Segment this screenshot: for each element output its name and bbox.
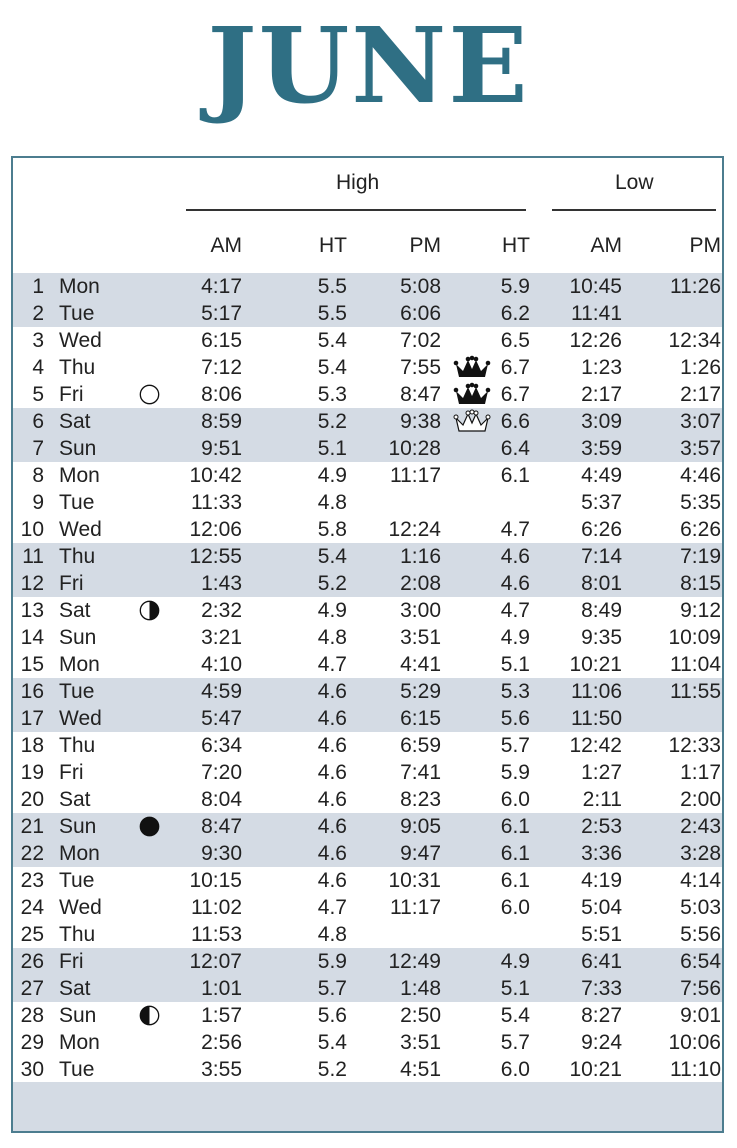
table-row [13,813,724,840]
low-pm-time: 12:33 [668,734,721,757]
day-of-week: Fri [59,761,84,784]
high-am-time: 2:32 [201,599,242,622]
table-row [13,516,724,543]
low-am-time: 12:26 [569,329,622,352]
high-am-height: 4.8 [317,491,347,514]
high-pm-time: 2:50 [400,1004,441,1027]
high-pm-height: 5.6 [500,707,530,730]
high-pm-height: 6.1 [500,869,530,892]
high-pm-height: 6.6 [500,410,530,433]
day-number: 8 [32,464,44,487]
day-number: 6 [32,410,44,433]
high-pm-height: 6.2 [500,302,530,325]
table-row [13,273,724,300]
high-am-time: 4:10 [201,653,242,676]
high-pm-time: 5:29 [400,680,441,703]
day-number: 23 [20,869,44,892]
table-row [13,435,724,462]
low-am-time: 11:06 [571,680,622,703]
low-am-time: 1:23 [581,356,622,379]
high-am-time: 11:33 [191,491,242,514]
day-of-week: Wed [59,329,102,352]
low-pm-time: 5:35 [680,491,721,514]
day-number: 27 [20,977,44,1000]
low-pm-time: 12:34 [668,329,721,352]
day-number: 15 [20,653,44,676]
high-am-time: 8:59 [201,410,242,433]
high-pm-height: 4.6 [500,572,530,595]
day-of-week: Thu [59,356,96,379]
last-quarter-moon-icon [139,600,160,621]
high-pm-time: 12:49 [388,950,441,973]
high-am-height: 4.9 [317,599,347,622]
table-row [13,300,724,327]
low-pm-time: 3:07 [680,410,721,433]
day-number: 19 [20,761,44,784]
low-am-time: 8:01 [581,572,622,595]
table-row [13,597,724,624]
high-pm-time: 5:08 [400,275,441,298]
high-pm-height: 5.7 [500,1031,530,1054]
high-pm-time: 12:24 [388,518,441,541]
day-of-week: Tue [59,869,95,892]
high-am-height: 4.8 [317,626,347,649]
table-row [13,678,724,705]
low-am-time: 10:45 [569,275,622,298]
high-pm-height: 5.1 [500,977,530,1000]
low-am-time: 6:41 [581,950,622,973]
day-number: 5 [32,383,44,406]
high-pm-time: 4:41 [400,653,441,676]
day-of-week: Fri [59,572,84,595]
day-of-week: Fri [59,383,84,406]
day-number: 26 [20,950,44,973]
low-pm-time: 5:56 [680,923,721,946]
col-header-high-am: AM [210,234,242,257]
high-am-height: 4.9 [317,464,347,487]
high-pm-time: 4:51 [400,1058,441,1081]
day-number: 30 [20,1058,44,1081]
high-pm-time: 10:28 [388,437,441,460]
low-am-time: 5:51 [581,923,622,946]
low-pm-time: 10:09 [668,626,721,649]
day-number: 25 [20,923,44,946]
low-am-time: 10:21 [569,1058,622,1081]
high-am-height: 4.6 [317,788,347,811]
high-pm-time: 6:06 [400,302,441,325]
low-am-time: 4:19 [581,869,622,892]
high-am-height: 4.6 [317,815,347,838]
day-number: 21 [20,815,44,838]
high-pm-height: 5.3 [500,680,530,703]
table-row [13,948,724,975]
low-am-time: 7:14 [581,545,622,568]
high-am-height: 4.6 [317,761,347,784]
high-am-height: 4.8 [317,923,347,946]
high-am-time: 6:34 [201,734,242,757]
high-pm-time: 9:47 [400,842,441,865]
low-pm-time: 8:15 [680,572,721,595]
day-number: 22 [20,842,44,865]
day-number: 10 [20,518,44,541]
day-of-week: Sat [59,788,91,811]
day-of-week: Sun [59,626,97,649]
day-of-week: Tue [59,302,95,325]
day-number: 16 [20,680,44,703]
high-pm-height: 4.6 [500,545,530,568]
low-am-time: 9:35 [581,626,622,649]
table-row [13,327,724,354]
low-pm-time: 1:26 [680,356,721,379]
high-pm-height: 5.9 [500,275,530,298]
high-pm-time: 11:17 [390,464,441,487]
high-pm-height: 6.0 [500,788,530,811]
high-am-time: 9:51 [201,437,242,460]
high-pm-time: 8:23 [400,788,441,811]
low-pm-time: 9:01 [680,1004,721,1027]
day-number: 11 [22,545,44,568]
low-pm-time: 3:28 [680,842,721,865]
high-am-height: 4.6 [317,680,347,703]
high-am-height: 4.6 [317,734,347,757]
high-am-time: 8:06 [201,383,242,406]
high-am-height: 5.9 [317,950,347,973]
high-pm-height: 6.1 [500,815,530,838]
day-number: 20 [20,788,44,811]
high-pm-height: 5.4 [500,1004,530,1027]
table-row [13,624,724,651]
high-am-height: 4.7 [317,896,347,919]
low-am-time: 10:21 [569,653,622,676]
day-number: 18 [20,734,44,757]
table-row [13,732,724,759]
day-of-week: Sun [59,437,97,460]
high-pm-time: 3:51 [400,1031,441,1054]
high-am-height: 5.7 [317,977,347,1000]
low-am-time: 11:50 [571,707,622,730]
table-row [13,975,724,1002]
low-am-time: 3:09 [581,410,622,433]
high-am-time: 12:07 [189,950,242,973]
low-pm-time: 11:55 [670,680,721,703]
col-header-high-pm-ht: HT [502,234,530,257]
low-pm-time: 2:00 [680,788,721,811]
low-am-time: 5:04 [581,896,622,919]
high-pm-time: 1:16 [400,545,441,568]
low-am-time: 6:26 [581,518,622,541]
low-am-time: 1:27 [581,761,622,784]
high-pm-height: 4.7 [500,518,530,541]
low-am-time: 8:27 [581,1004,622,1027]
low-am-time: 3:59 [581,437,622,460]
day-of-week: Sat [59,977,91,1000]
high-pm-height: 6.1 [500,464,530,487]
high-pm-time: 3:51 [400,626,441,649]
low-pm-time: 9:12 [680,599,721,622]
low-divider [552,209,716,211]
table-row [13,1029,724,1056]
full-moon-icon [139,384,160,405]
high-am-height: 4.6 [317,842,347,865]
high-am-time: 1:57 [201,1004,242,1027]
low-pm-time: 5:03 [680,896,721,919]
table-row [13,705,724,732]
day-of-week: Sat [59,410,91,433]
low-pm-time: 4:14 [680,869,721,892]
low-am-time: 8:49 [581,599,622,622]
high-pm-height: 4.9 [500,626,530,649]
high-am-time: 11:53 [191,923,242,946]
table-row [13,543,724,570]
day-of-week: Sat [59,599,91,622]
day-of-week: Sun [59,815,97,838]
low-am-time: 2:17 [581,383,622,406]
day-number: 17 [20,707,44,730]
high-am-time: 3:21 [201,626,242,649]
high-pm-height: 5.1 [500,653,530,676]
low-pm-time: 6:26 [680,518,721,541]
crown-filled-icon [452,382,492,407]
crown-filled-icon [452,355,492,380]
table-row [13,381,724,408]
high-am-time: 7:20 [201,761,242,784]
low-am-time: 7:33 [581,977,622,1000]
high-am-time: 8:47 [201,815,242,838]
high-am-height: 5.2 [317,572,347,595]
high-am-height: 5.5 [317,275,347,298]
col-header-low-pm: PM [689,234,721,257]
day-of-week: Tue [59,1058,95,1081]
high-am-height: 5.2 [317,1058,347,1081]
high-am-time: 1:01 [201,977,242,1000]
high-am-height: 4.6 [317,869,347,892]
first-quarter-moon-icon [139,1005,160,1026]
low-pm-time: 2:17 [680,383,721,406]
day-of-week: Mon [59,842,100,865]
page-title: JUNE [207,4,530,127]
col-header-high-am-ht: HT [319,234,347,257]
high-am-height: 4.7 [317,653,347,676]
table-row [13,867,724,894]
day-number: 7 [32,437,44,460]
low-pm-time: 6:54 [680,950,721,973]
high-am-time: 12:55 [189,545,242,568]
col-header-high-pm: PM [409,234,441,257]
low-am-time: 2:11 [582,788,622,811]
day-of-week: Mon [59,275,100,298]
high-am-time: 5:17 [201,302,242,325]
table-row [13,489,724,516]
day-of-week: Mon [59,1031,100,1054]
day-of-week: Thu [59,545,96,568]
low-am-time: 5:37 [581,491,622,514]
high-am-height: 5.1 [317,437,347,460]
table-row [13,1002,724,1029]
high-pm-time: 3:00 [400,599,441,622]
high-am-height: 5.6 [317,1004,347,1027]
low-pm-time: 2:43 [680,815,721,838]
table-row [13,894,724,921]
day-of-week: Mon [59,653,100,676]
high-pm-height: 6.0 [500,1058,530,1081]
table-row [13,570,724,597]
table-row [13,651,724,678]
day-number: 4 [32,356,44,379]
high-pm-time: 6:59 [400,734,441,757]
high-am-time: 3:55 [201,1058,242,1081]
crown-outline-icon [452,409,492,434]
day-number: 12 [20,572,44,595]
day-number: 3 [32,329,44,352]
low-pm-time: 4:46 [680,464,721,487]
day-number: 9 [32,491,44,514]
high-am-height: 5.4 [317,1031,347,1054]
day-number: 13 [20,599,44,622]
day-of-week: Sun [59,1004,97,1027]
day-number: 28 [20,1004,44,1027]
low-pm-time: 11:04 [670,653,721,676]
high-am-height: 5.4 [317,329,347,352]
table-row [13,786,724,813]
table-row [13,840,724,867]
low-am-time: 4:49 [581,464,622,487]
high-pm-time: 7:55 [400,356,441,379]
low-header: Low [615,171,654,194]
low-am-time: 9:24 [581,1031,622,1054]
day-number: 24 [20,896,44,919]
low-pm-time: 11:10 [670,1058,721,1081]
table-row [13,462,724,489]
low-pm-time: 7:56 [680,977,721,1000]
low-am-time: 3:36 [581,842,622,865]
day-of-week: Wed [59,896,102,919]
high-pm-height: 6.1 [500,842,530,865]
high-pm-time: 1:48 [400,977,441,1000]
high-pm-height: 4.9 [500,950,530,973]
day-of-week: Thu [59,923,96,946]
high-divider [186,209,526,211]
low-pm-time: 11:26 [670,275,721,298]
high-pm-height: 6.5 [500,329,530,352]
table-row [13,759,724,786]
low-pm-time: 1:17 [680,761,721,784]
day-of-week: Tue [59,680,95,703]
high-am-height: 5.3 [317,383,347,406]
high-am-time: 7:12 [201,356,242,379]
high-pm-time: 6:15 [400,707,441,730]
high-pm-time: 2:08 [400,572,441,595]
day-of-week: Wed [59,518,102,541]
high-am-time: 10:42 [189,464,242,487]
high-pm-height: 6.4 [500,437,530,460]
high-pm-height: 5.9 [500,761,530,784]
high-pm-height: 4.7 [500,599,530,622]
high-pm-height: 6.7 [500,356,530,379]
high-pm-time: 8:47 [400,383,441,406]
high-am-time: 4:17 [201,275,242,298]
high-am-height: 5.2 [317,410,347,433]
table-row [13,921,724,948]
low-pm-time: 7:19 [680,545,721,568]
table-row [13,1056,724,1083]
high-header: High [336,171,380,194]
low-pm-time: 3:57 [680,437,721,460]
high-am-time: 11:02 [191,896,242,919]
day-number: 2 [32,302,44,325]
table-row [13,408,724,435]
high-am-time: 6:15 [201,329,242,352]
col-header-low-am: AM [590,234,622,257]
high-pm-height: 5.7 [500,734,530,757]
high-am-time: 12:06 [189,518,242,541]
high-am-height: 4.6 [317,707,347,730]
high-pm-time: 7:02 [400,329,441,352]
high-pm-height: 6.7 [500,383,530,406]
high-am-time: 10:15 [189,869,242,892]
high-pm-height: 6.0 [500,896,530,919]
day-number: 29 [20,1031,44,1054]
high-am-time: 4:59 [201,680,242,703]
day-number: 1 [32,275,44,298]
high-am-height: 5.8 [317,518,347,541]
high-am-time: 5:47 [201,707,242,730]
high-am-time: 9:30 [201,842,242,865]
high-pm-time: 9:38 [400,410,441,433]
high-pm-time: 11:17 [390,896,441,919]
low-am-time: 12:42 [569,734,622,757]
day-of-week: Wed [59,707,102,730]
high-pm-time: 10:31 [388,869,441,892]
new-moon-icon [139,816,160,837]
day-of-week: Mon [59,464,100,487]
high-pm-time: 7:41 [400,761,441,784]
high-am-height: 5.5 [317,302,347,325]
low-am-time: 11:41 [571,302,622,325]
high-am-time: 8:04 [201,788,242,811]
high-am-time: 1:43 [201,572,242,595]
high-am-height: 5.4 [317,356,347,379]
day-of-week: Tue [59,491,95,514]
day-of-week: Fri [59,950,84,973]
table-row [13,354,724,381]
day-number: 14 [20,626,44,649]
low-am-time: 2:53 [581,815,622,838]
low-pm-time: 10:06 [668,1031,721,1054]
day-of-week: Thu [59,734,96,757]
high-pm-time: 9:05 [400,815,441,838]
high-am-height: 5.4 [317,545,347,568]
high-am-time: 2:56 [201,1031,242,1054]
